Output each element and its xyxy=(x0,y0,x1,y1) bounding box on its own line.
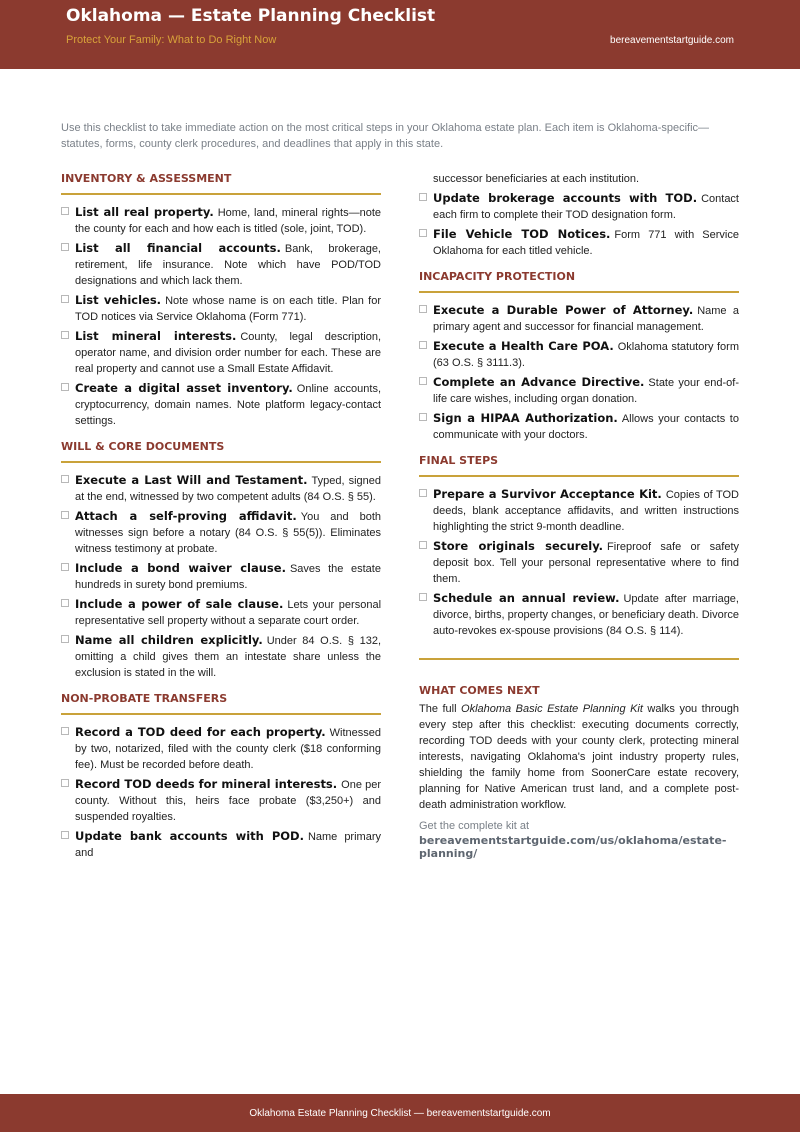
checkbox[interactable] xyxy=(61,727,69,735)
item-title: Include a power of sale clause. xyxy=(75,597,284,611)
checkbox[interactable] xyxy=(419,305,427,313)
checklist-item xyxy=(419,410,739,443)
item-title: Update brokerage accounts with TOD. xyxy=(433,191,698,205)
checklist-item xyxy=(419,486,739,535)
checklist-item xyxy=(61,632,381,681)
item-title: Execute a Durable Power of Attorney. xyxy=(433,303,694,317)
item-description: You and both witnesses sign before a notary (84 O.S. § 55(5)). Eliminates witness testimony at probate. xyxy=(75,511,382,555)
checklist-item xyxy=(419,538,739,587)
section-heading-next: WHAT COMES NEXT xyxy=(419,684,540,697)
item-description: Name a primary agent and successor for financial management. xyxy=(433,305,739,333)
checklist-item xyxy=(61,472,381,505)
item-title: Sign a HIPAA Authorization. xyxy=(433,411,618,425)
item-description: Note whose name is on each title. Plan for TOD notices via Service Oklahoma (Form 771). xyxy=(75,295,382,323)
item-title: Create a digital asset inventory. xyxy=(75,381,293,395)
item-title: File Vehicle TOD Notices. xyxy=(433,227,611,241)
final-list xyxy=(419,486,739,639)
section-heading-nonprobate: NON-PROBATE TRANSFERS xyxy=(61,684,381,715)
checklist-item xyxy=(419,302,739,335)
next-body-pre: The full xyxy=(419,703,462,715)
item-title: List vehicles. xyxy=(75,293,162,307)
section-heading-inventory: INVENTORY & ASSESSMENT xyxy=(61,164,381,195)
checklist-item xyxy=(61,204,381,237)
item-description: Lets your personal representative sell property without a separate court order. xyxy=(75,599,382,627)
checklist-item xyxy=(419,590,739,639)
checklist-item xyxy=(419,190,739,223)
item-title: Record a TOD deed for each property. xyxy=(75,725,326,739)
intro-text: Use this checklist to take immediate action on the most critical steps in your Oklahoma estate plan. Each item is Oklahoma-specific—statutes, forms, county clerk procedures, and deadlines that apply in this state. xyxy=(61,122,710,150)
item-description: One per county. Without this, heirs face probate ($3,250+) and suspended royalties. xyxy=(75,779,381,823)
item-description: Under 84 O.S. § 132, omitting a child gives them an intestate share unless the exclusion is stated in the will. xyxy=(75,635,381,679)
page-header xyxy=(0,0,800,69)
incapacity-list xyxy=(419,302,739,443)
nonprobate-continuation: successor beneficiaries at each institution. xyxy=(433,173,640,185)
item-description: Home, land, mineral rights—note the county for each and how each is titled (sole, joint, TOD). xyxy=(75,207,381,235)
checkbox[interactable] xyxy=(61,475,69,483)
item-description: Copies of TOD deeds, blank acceptance affidavits, and written instructions highlighting the strict 9-month deadline. xyxy=(433,489,739,533)
item-description: Form 771 with Service Oklahoma for each titled vehicle. xyxy=(433,229,739,257)
item-title: Complete an Advance Directive. xyxy=(433,375,645,389)
checkbox[interactable] xyxy=(419,541,427,549)
checklist-item xyxy=(61,560,381,593)
checkbox[interactable] xyxy=(419,341,427,349)
kit-link[interactable]: bereavementstartguide.com/us/oklahoma/estate-planning/ xyxy=(419,834,727,860)
kit-title: Oklahoma Basic Estate Planning Kit xyxy=(461,703,643,715)
item-title: Execute a Health Care POA. xyxy=(433,339,614,353)
item-title: List all real property. xyxy=(75,205,214,219)
item-description: County, legal description, operator name, and division order number for each. These are real property and cannot use a Small Estate Affidavit. xyxy=(75,331,381,375)
checklist-item xyxy=(61,776,381,825)
checklist-item xyxy=(61,724,381,773)
page-footer: Oklahoma Estate Planning Checklist — bereavementstartguide.com xyxy=(0,1094,800,1132)
item-title: Name all children explicitly. xyxy=(75,633,263,647)
checklist-item xyxy=(419,226,739,259)
checkbox[interactable] xyxy=(419,193,427,201)
checkbox[interactable] xyxy=(61,511,69,519)
item-description: Fireproof safe or safety deposit box. Tell your personal representative where to find them. xyxy=(433,541,739,585)
next-body-post: walks you through every step after this checklist: executing documents correctly, recording TOD deeds with your county clerk, protecting mineral interests, navigating Oklahoma's joint industry property rules, shielding the family home from SoonerCare estate recovery, planning for Native American trust land, and a complete post-death administration workflow. xyxy=(419,703,739,811)
checkbox[interactable] xyxy=(419,229,427,237)
item-description: Bank, brokerage, retirement, life insurance. Note which have POD/TOD designations and which lack them. xyxy=(75,243,381,287)
section-heading-final: FINAL STEPS xyxy=(419,446,739,477)
checklist-item xyxy=(61,328,381,377)
item-title: List all financial accounts. xyxy=(75,241,281,255)
checklist-item xyxy=(61,828,381,861)
checklist-item xyxy=(61,240,381,289)
item-title: Prepare a Survivor Acceptance Kit. xyxy=(433,487,662,501)
item-description: Allows your contacts to communicate with your doctors. xyxy=(433,413,739,441)
item-description: State your end-of-life care wishes, including organ donation. xyxy=(433,377,739,405)
item-title: List mineral interests. xyxy=(75,329,237,343)
checklist-item xyxy=(61,508,381,557)
nonprobate-list xyxy=(61,724,381,861)
page-subtitle: Protect Your Family: What to Do Right Now xyxy=(66,34,277,46)
inventory-list xyxy=(61,204,381,429)
item-title: Attach a self-proving affidavit. xyxy=(75,509,297,523)
item-title: Execute a Last Will and Testament. xyxy=(75,473,308,487)
will-list xyxy=(61,472,381,681)
checkbox[interactable] xyxy=(419,489,427,497)
item-description: Witnessed by two, notarized, filed with the county clerk ($18 conforming fee). Must be recorded before death. xyxy=(75,727,381,771)
item-title: Schedule an annual review. xyxy=(433,591,620,605)
checkbox[interactable] xyxy=(419,377,427,385)
checkbox[interactable] xyxy=(61,635,69,643)
checkbox[interactable] xyxy=(61,295,69,303)
get-kit-label: Get the complete kit at xyxy=(419,820,530,832)
checklist-item xyxy=(419,374,739,407)
checklist-item xyxy=(419,338,739,371)
item-title: Update bank accounts with POD. xyxy=(75,829,304,843)
next-body-text xyxy=(419,701,739,813)
item-description: Online accounts, cryptocurrency, domain names. Note platform legacy-contact settings. xyxy=(75,383,382,427)
checkbox[interactable] xyxy=(61,599,69,607)
divider-rule xyxy=(419,658,739,660)
item-description: Typed, signed at the end, witnessed by two competent adults (84 O.S. § 55). xyxy=(75,475,382,503)
item-description: Saves the estate hundreds in surety bond premiums. xyxy=(75,563,381,591)
item-title: Record TOD deeds for mineral interests. xyxy=(75,777,338,791)
item-description: Contact each firm to complete their TOD designation form. xyxy=(433,193,739,221)
nonprobate-list-continued xyxy=(419,190,739,259)
checkbox[interactable] xyxy=(61,383,69,391)
section-heading-will: WILL & CORE DOCUMENTS xyxy=(61,432,381,463)
item-description: Update after marriage, divorce, births, property changes, or beneficiary death. Divorce auto-revokes ex-spouse provisions (84 O.S. § 114). xyxy=(433,593,739,637)
left-column xyxy=(61,164,381,864)
checklist-item xyxy=(61,380,381,429)
item-title: Include a bond waiver clause. xyxy=(75,561,286,575)
checklist-item xyxy=(61,292,381,325)
header-site-url[interactable]: bereavementstartguide.com xyxy=(610,35,734,46)
section-heading-incapacity: INCAPACITY PROTECTION xyxy=(419,262,739,293)
page-title: Oklahoma — Estate Planning Checklist xyxy=(66,6,436,26)
checklist-item xyxy=(61,596,381,629)
checkbox[interactable] xyxy=(61,243,69,251)
item-description: Oklahoma statutory form (63 O.S. § 3111.3). xyxy=(433,341,739,369)
checkbox[interactable] xyxy=(61,831,69,839)
checkbox[interactable] xyxy=(61,563,69,571)
checkbox[interactable] xyxy=(61,779,69,787)
checkbox[interactable] xyxy=(419,413,427,421)
checkbox[interactable] xyxy=(419,593,427,601)
right-column xyxy=(419,171,739,860)
checkbox[interactable] xyxy=(61,331,69,339)
checkbox[interactable] xyxy=(61,207,69,215)
item-title: Store originals securely. xyxy=(433,539,604,553)
item-description: Name primary and xyxy=(75,831,381,859)
